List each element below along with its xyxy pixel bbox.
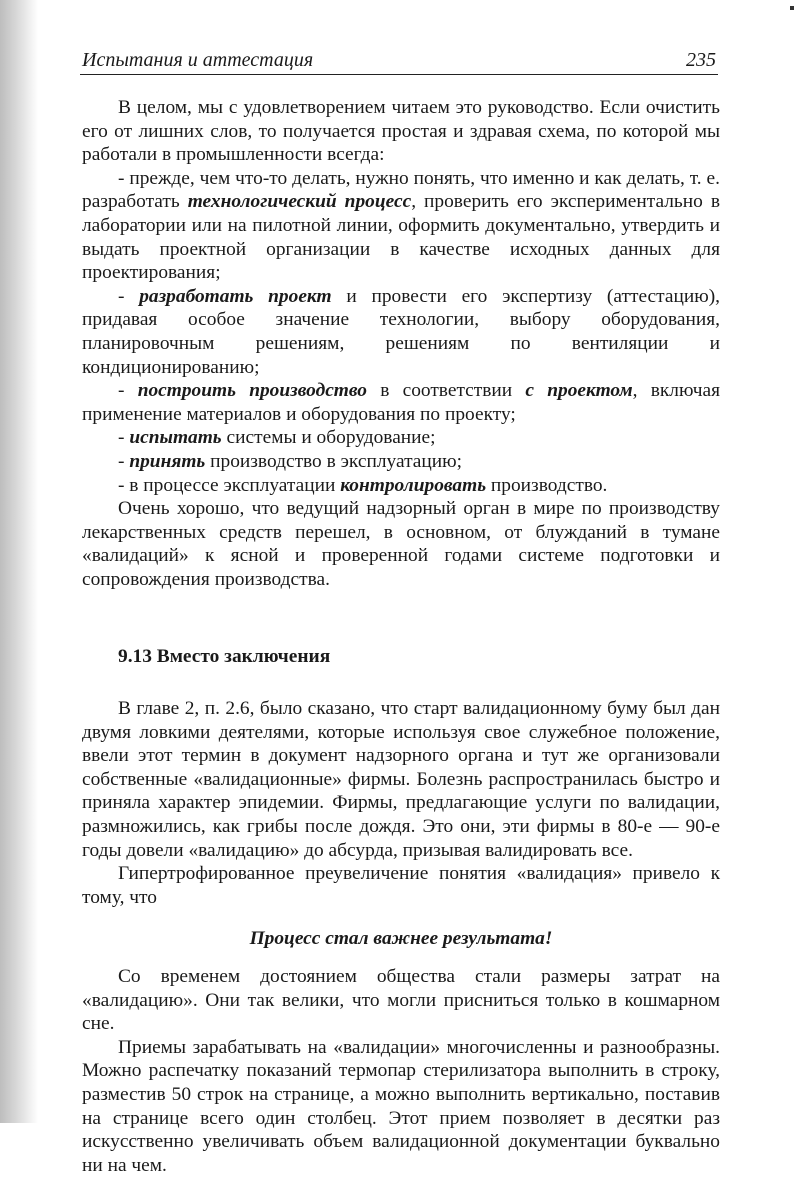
paragraph-intro: В целом, мы с удовлетворением читаем это руководство. Если очистить его от лишних слов, то получается простая и здравая схема, по которой мы работали в промышленности всегда: <box>82 97 720 166</box>
list-item-5-pre: - <box>118 450 130 472</box>
running-header <box>80 46 718 75</box>
list-item-1 <box>82 167 720 285</box>
paragraph-costs: Со временем достоянием общества стали размеры затрат на «валидацию». Они так велики, что могли присниться только в кошмарном сне. <box>82 966 720 1035</box>
page-number: 235 <box>686 49 716 71</box>
list-item-3-mid: в соответствии <box>366 380 526 402</box>
list-item-4-emphasis: испытать <box>129 427 222 449</box>
section-heading: 9.13 Вместо заключения <box>118 646 331 668</box>
list-item-6-emphasis: контролировать <box>340 474 487 496</box>
list-item-2-post: и провести его экспертизу (аттестацию), придавая особое значение технологии, выбору оборудования, планировочным решениям, решениям по вентиляции и кондиционированию; <box>82 285 721 378</box>
list-item-3 <box>82 379 720 426</box>
scan-mark <box>790 6 794 10</box>
list-item-1-post: , проверить его экспериментально в лаборатории или на пилотной линии, оформить документально, утвердить и выдать проектной организации в качестве исходных данных для проектирования; <box>82 191 720 284</box>
paragraph-conclusion: Очень хорошо, что ведущий надзорный орган в мире по производству лекарственных средств перешел, в основном, от блужданий в тумане «валидаций» к ясной и проверенной годами системе подготовки и сопровождения производства. <box>82 498 720 590</box>
list-item-5-emphasis: принять <box>129 450 206 472</box>
list-item-5 <box>82 450 720 474</box>
paragraph-techniques: Приемы зарабатывать на «валидации» многочисленны и разнообразны. Можно распечатку показаний термопар стерилизатора выполнить в строку, разместив 50 строк на странице, а можно выполнить вертикально, поставив на странице всего один столбец. Этот прием позволяет в десятки раз искусственно увеличивать объем валидационной документации буквально ни на чем. <box>82 1036 720 1176</box>
list-item-3-post: , включая применение материалов и оборудования по проекту; <box>82 380 721 425</box>
list-item-3-emphasis-1: построить производство <box>137 380 367 402</box>
list-item-4-pre: - <box>118 427 130 449</box>
page-edge-shadow <box>0 0 38 1123</box>
list-item-2 <box>82 285 720 379</box>
emphasis-line: Процесс стал важнее результата! <box>249 928 553 950</box>
paragraph-chapter-ref: В главе 2, п. 2.6, было сказано, что старт валидационному буму был дан двумя ловкими деятелями, которые используя свое служебное положение, ввели этот термин в документ надзорного органа и тут же организовали собственные «валидационные» фирмы. Болезнь распространилась быстро и приняла характер эпидемии. Фирмы, предлагающие услуги по валидации, размножились, как грибы после дождя. Это они, эти фирмы в 80-е — 90-е годы довели «валидацию» до абсурда, призывая валидировать все. <box>82 698 720 861</box>
list-item-1-pre: - прежде, чем что-то делать, нужно понять, что именно и как делать, т. е. разработать <box>82 167 720 213</box>
list-item-1-emphasis: технологический процесс <box>187 191 412 213</box>
running-title: Испытания и аттестация <box>82 49 314 71</box>
list-item-4 <box>82 426 720 450</box>
list-item-6-post: производство. <box>486 474 608 496</box>
list-item-4-post: системы и оборудование; <box>221 427 436 449</box>
list-item-6-pre: - в процессе эксплуатации <box>118 474 341 496</box>
list-item-2-emphasis: разработать проект <box>139 285 332 307</box>
list-item-3-emphasis-2: с проектом <box>525 380 633 402</box>
paragraph-hypertrophy: Гипертрофированное преувеличение понятия «валидация» привело к тому, что <box>82 863 720 908</box>
list-item-6 <box>82 474 720 498</box>
list-item-5-post: производство в эксплуатацию; <box>205 450 463 472</box>
list-item-2-pre: - <box>118 285 140 307</box>
page-body <box>82 96 720 1177</box>
list-item-3-pre: - <box>118 380 138 402</box>
